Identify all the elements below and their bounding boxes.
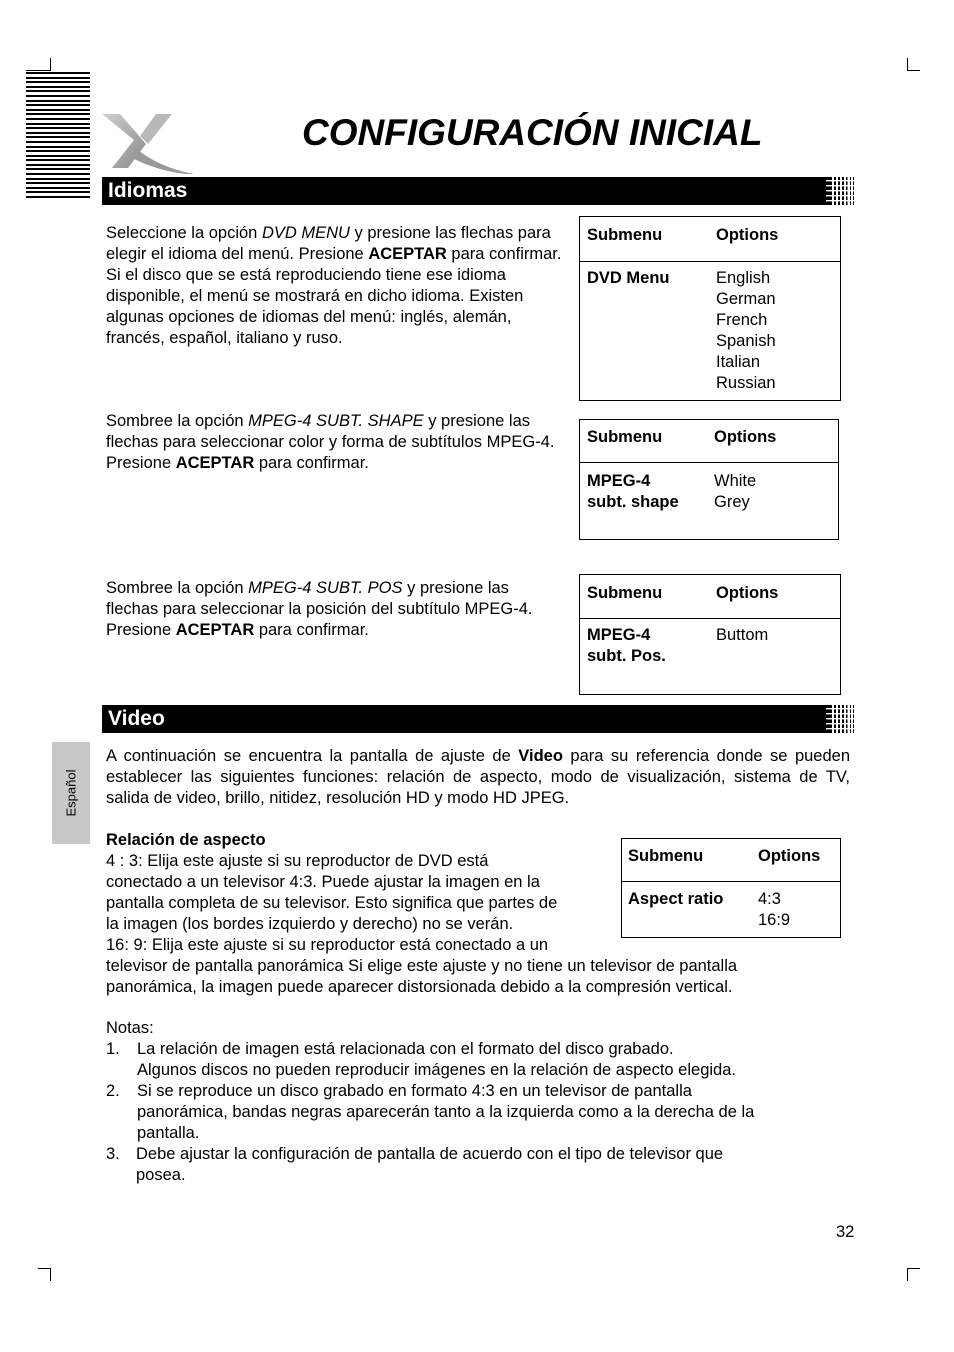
notes-section — [106, 1018, 846, 1186]
table-header-options: Options — [714, 428, 777, 446]
option-buttom: Buttom — [716, 626, 769, 644]
table-header-submenu: Submenu — [587, 428, 663, 446]
option-english: English — [716, 269, 771, 287]
page-title: CONFIGURACIÓN INICIAL — [302, 112, 763, 153]
table-header-options: Options — [716, 584, 779, 602]
language-side-tab: Español — [52, 742, 90, 844]
note-item: 1. La relación de imagen está relacionada con el formato del disco grabado. Algunos discos no pueden reproducir imágenes en la relación de aspecto elegida. — [106, 1040, 736, 1079]
notes-label: Notas: — [106, 1019, 154, 1037]
option-spanish: Spanish — [716, 332, 776, 350]
table-header-submenu: Submenu — [628, 847, 704, 865]
option-16-9: 16:9 — [758, 911, 791, 929]
section-bar-video — [102, 705, 854, 733]
table-header-submenu: Submenu — [587, 226, 663, 244]
table-header-submenu: Submenu — [587, 584, 663, 602]
table-header-options: Options — [758, 847, 821, 865]
option-4-3: 4:3 — [758, 890, 781, 908]
option-italian: Italian — [716, 353, 761, 371]
subt-pos-paragraph: Sombree la opción MPEG-4 SUBT. POS y presione las flechas para seleccionar la posición del subtítulo MPEG-4. Presione ACEPTAR para confirmar. — [106, 579, 533, 639]
option-white: White — [714, 472, 757, 490]
striped-margin-decoration — [26, 72, 90, 200]
aspect-ratio-heading: Relación de aspecto — [106, 831, 266, 849]
page-number: 32 — [836, 1223, 855, 1241]
option-russian: Russian — [716, 374, 776, 392]
aspect-ratio-section: Relación de aspecto 4 : 3: Elija este ajuste si su reproductor de DVD está conectado a un televisor 4:3. Puede ajustar la imagen en la pantalla completa de su televisor. Esto significa que partes de la imagen (los bordes izquierdo y derecho) no se verán. 16: 9: Elija este ajuste si su reproductor está conectado a un televisor de pantalla panorámica Si elige este ajuste y no tiene un televisor de pantalla panorámica, la imagen puede aparecer distorsionada debido a la compresión vertical. — [106, 830, 826, 998]
subt-shape-options-table — [579, 419, 839, 540]
submenu-mpeg4-line1: MPEG-4 — [587, 626, 651, 644]
dvd-menu-paragraph: Seleccione la opción DVD MENU y presione las flechas para elegir el idioma del menú. Presione ACEPTAR para confirmar. Si el disco que se está reproduciendo tiene ese idioma disponible, el menú se mostrará en dicho idioma. Existen algunas opciones de idiomas del menú: inglés, alemán, francés, español, italiano y ruso. — [106, 224, 562, 347]
option-german: German — [716, 290, 776, 308]
submenu-mpeg4-line1: MPEG-4 — [587, 472, 651, 490]
subt-pos-options-table — [579, 574, 841, 695]
x-brand-logo-icon — [98, 110, 198, 176]
section-title-video: Video — [108, 707, 165, 730]
section-title-idiomas: Idiomas — [108, 179, 188, 202]
subt-shape-paragraph: Sombree la opción MPEG-4 SUBT. SHAPE y presione las flechas para seleccionar color y forma de subtítulos MPEG-4. Presione ACEPTAR para confirmar. — [106, 412, 555, 472]
submenu-dvd-menu: DVD Menu — [587, 269, 670, 287]
video-intro-paragraph: A continuación se encuentra la pantalla de ajuste de Video para su referencia donde se pueden establecer las siguientes funciones: relación de aspecto, modo de visualización, sistema de TV, salida de video, brillo, nitidez, resolución HD y modo HD JPEG. — [106, 747, 850, 807]
section-bar-idiomas — [102, 177, 854, 205]
submenu-subt-shape: subt. shape — [587, 493, 679, 511]
note-item: 3. Debe ajustar la configuración de pantalla de acuerdo con el tipo de televisor que posea. — [106, 1145, 724, 1184]
dvd-menu-options-table — [579, 216, 841, 401]
note-item: 2. Si se reproduce un disco grabado en formato 4:3 en un televisor de pantalla panorámica, bandas negras aparecerán tanto a la izquierda como a la derecha de la pantalla. — [106, 1082, 755, 1142]
halftone-corner-icon — [826, 705, 856, 733]
submenu-aspect-ratio: Aspect ratio — [628, 890, 724, 908]
aspect-ratio-options-table — [621, 838, 841, 938]
halftone-corner-icon — [826, 177, 856, 205]
submenu-subt-pos: subt. Pos. — [587, 647, 666, 665]
table-header-options: Options — [716, 226, 779, 244]
option-french: French — [716, 311, 768, 329]
option-grey: Grey — [714, 493, 750, 511]
